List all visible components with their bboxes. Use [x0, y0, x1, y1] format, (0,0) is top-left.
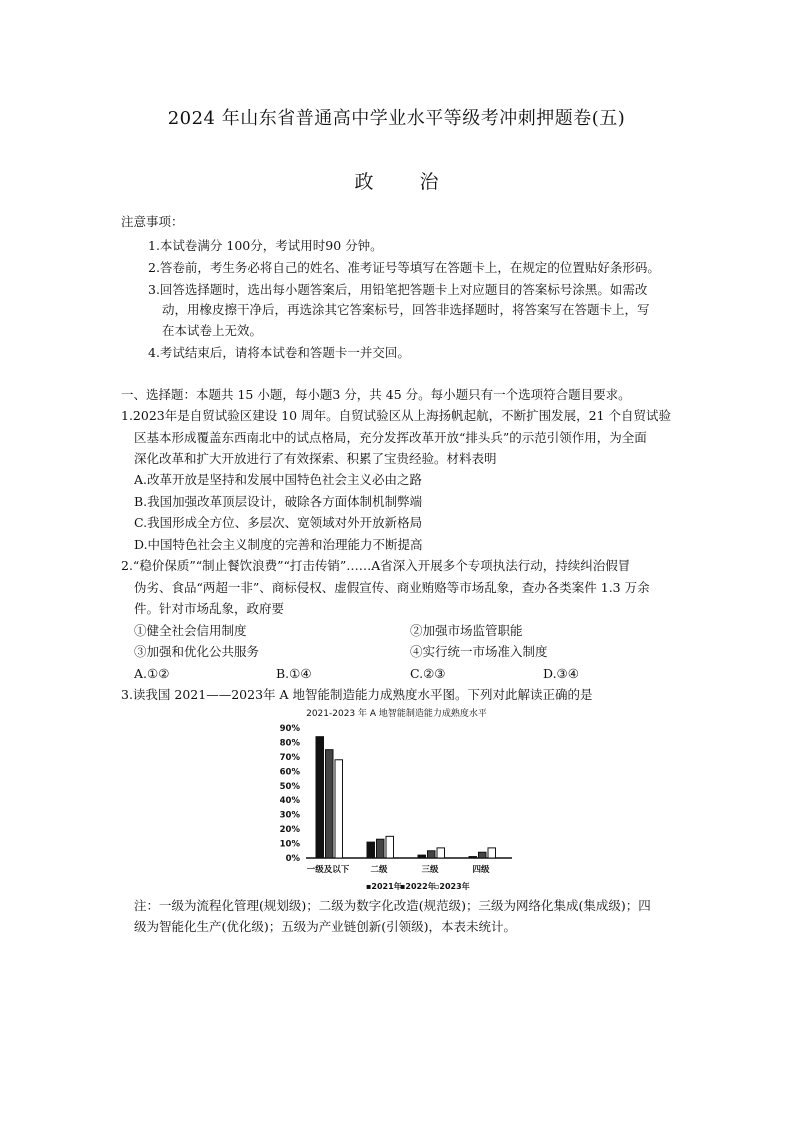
q1-option-d: D.中国特色社会主义制度的完善和治理能力不断提高: [134, 537, 423, 552]
q3-stem: 3.读我国 2021——2023年 A 地智能制造能力成熟度水平图。下列对此解读正确的是: [121, 687, 593, 702]
exam-title: 2024 年山东省普通高中学业水平等级考冲刺押题卷(五): [167, 108, 626, 129]
notice-heading: 注意事项：: [121, 214, 184, 229]
bar-2021年-三级: [418, 855, 426, 858]
bar-2021年-一级及以下: [316, 737, 324, 858]
q1-option-b: B.我国加强改革顶层设计，破除各方面体制机制弊端: [134, 494, 423, 509]
y-tick-label: 90%: [279, 724, 300, 734]
section-heading: 一、选择题：本题共 15 小题，每小题3 分，共 45 分。每小题只有一个选项符合题目要求。: [121, 387, 631, 402]
q2-stem-line: 2.“稳价保质”“制止餐饮浪费”“打击传销”……A省深入开展多个专项执法行动，持续纠治假冒: [121, 558, 631, 573]
notice-item: 1.本试卷满分 100分，考试用时90 分钟。: [148, 238, 383, 253]
bar-chart: [270, 716, 530, 894]
q2-item-4: ④实行统一市场准入制度: [410, 644, 548, 659]
y-tick-label: 0%: [285, 854, 300, 864]
q2-item-2: ②加强市场监管职能: [410, 623, 523, 638]
subject-char-2: 治: [419, 171, 439, 193]
q2-item-3: ③加强和优化公共服务: [134, 644, 260, 659]
y-tick-label: 30%: [279, 810, 300, 821]
subject-char-1: 政: [354, 171, 374, 193]
q1-option-c: C.我国形成全方位、多层次、宽领域对外开放新格局: [134, 515, 423, 530]
bar-2022年-二级: [377, 839, 385, 858]
x-category-label: 二级: [370, 865, 388, 875]
legend-item: ▫2023年: [434, 882, 470, 891]
chart-title: 2021-2023 年 A 地智能制造能力成熟度水平: [306, 709, 487, 719]
x-category-label: 四级: [472, 865, 490, 875]
bar-2021年-二级: [367, 842, 375, 858]
y-tick-label: 50%: [279, 781, 300, 792]
q2-option-d: D.③④: [543, 666, 579, 681]
notice-item: 4.考试结束后，请将本试卷和答题卡一并交回。: [148, 345, 410, 360]
notice-item: 2.答卷前，考生务必将自己的姓名、准考证号等填写在答题卡上，在规定的位置贴好条形码。: [148, 260, 660, 275]
q2-item-1: ①健全社会信用制度: [134, 623, 247, 638]
q2-option-b: B.①④: [276, 666, 312, 681]
bar-2023年-二级: [386, 836, 394, 858]
q2-option-c: C.②③: [410, 666, 446, 681]
subject-title: [0, 167, 793, 194]
y-tick-label: 10%: [279, 839, 300, 850]
q2-stem-line: 伪劣、食品“两超一非”、商标侵权、虚假宣传、商业贿赂等市场乱象，查办各类案件 1.3 万余: [134, 580, 650, 595]
legend-item: ▪2021年: [366, 882, 402, 891]
y-tick-label: 20%: [279, 825, 300, 836]
bar-2021年-四级: [469, 857, 477, 858]
bar-2022年-三级: [428, 851, 436, 858]
y-tick-label: 80%: [279, 738, 300, 749]
x-category-label: 一级及以下: [306, 865, 350, 875]
x-category-label: 三级: [421, 865, 439, 875]
y-tick-label: 60%: [279, 767, 300, 778]
bar-2022年-四级: [479, 852, 487, 858]
bar-2022年-一级及以下: [326, 750, 334, 858]
bar-2023年-三级: [437, 848, 445, 858]
q3-note-line: 注：一级为流程化管理(规划级)；二级为数字化改造(规范级)；三级为网络化集成(集成级)；四: [134, 898, 651, 913]
notice-item: 动，用橡皮擦干净后，再选涂其它答案标号，回答非选择题时，将答案写在答题卡上，写: [162, 302, 650, 317]
q1-stem-line: 1.2023年是自贸试验区建设 10 周年。自贸试验区从上海扬帆起航，不断扩围发展，21 个自贸试验: [121, 408, 671, 423]
q1-stem-line: 区基本形成覆盖东西南北中的试点格局，充分发挥改革开放“排头兵”的示范引领作用，为全面: [134, 430, 647, 445]
bar-2023年-一级及以下: [335, 760, 343, 858]
bar-2023年-四级: [488, 848, 496, 858]
y-tick-label: 40%: [279, 796, 300, 807]
y-tick-label: 70%: [279, 752, 300, 763]
q2-option-a: A.①②: [134, 666, 170, 681]
q3-note-line: 级为智能化生产(优化级)；五级为产业链创新(引领级)，本表未统计。: [134, 919, 517, 934]
q1-option-a: A.改革开放是坚持和发展中国特色社会主义必由之路: [134, 472, 423, 487]
q1-stem-line: 深化改革和扩大开放进行了有效探索、积累了宝贵经验。材料表明: [134, 451, 497, 466]
notice-item: 在本试卷上无效。: [162, 323, 263, 338]
legend-item: ▪2022年: [400, 882, 436, 891]
q2-stem-line: 件。针对市场乱象，政府要: [134, 601, 285, 616]
notice-item: 3.回答选择题时，选出每小题答案后，用铅笔把答题卡上对应题目的答案标号涂黑。如需改: [148, 282, 648, 297]
